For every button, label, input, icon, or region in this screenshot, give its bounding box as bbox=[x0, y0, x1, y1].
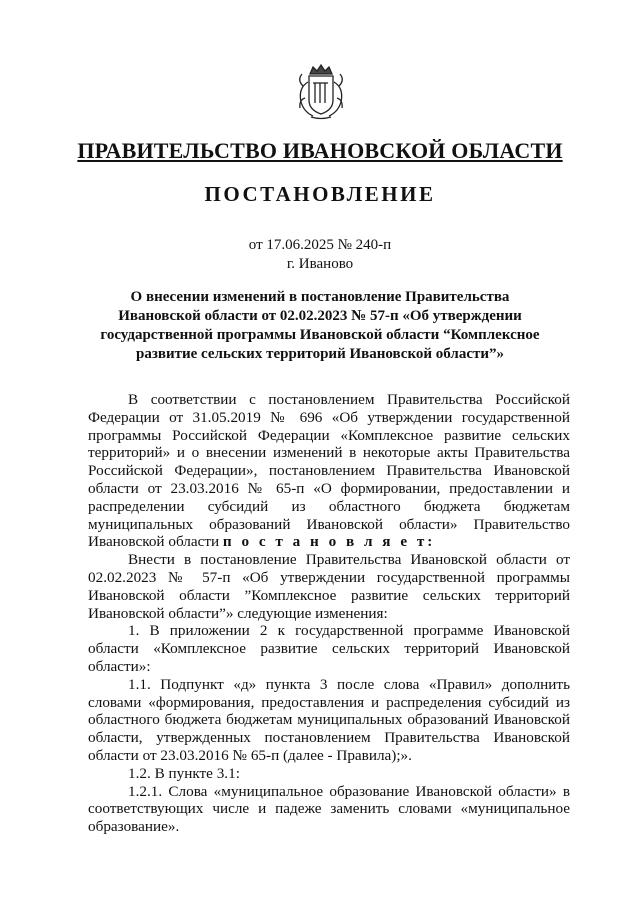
city: г. Иваново bbox=[286, 256, 354, 272]
document-heading: О внесении изменений в постановление Правительства Ивановской области от 02.02.2023 № 57-п «Об утверждении государственной программы Ивановской области “Комплексное развитие сельских территорий Ивановской области”» bbox=[100, 289, 540, 362]
paragraph-5: 1.2.1. Слова «муниципальное образование Ивановской области» в соответствующих числе и падеже заменить словами «муниципальное образование». bbox=[88, 782, 570, 836]
preamble-paragraph bbox=[88, 391, 570, 551]
decree-word: п о с т а н о в л я е т: bbox=[222, 533, 436, 551]
coat-of-arms-icon bbox=[293, 58, 349, 122]
paragraph-3: 1.1. Подпункт «д» пункта 3 после слова «Правил» дополнить словами «формирования, предоставления и распределения субсидий из областного бюджета бюджетам муниципальных образований Ивановской области, утвержденных постановлением Правительства Ивановской области от 23.03.2016 № 65-п (далее - Правила);». bbox=[88, 675, 570, 764]
preamble-text: В соответствии с постановлением Правительства Российской Федерации от 31.05.2019 № 696 «Об утверждении государственной программы Российской Федерации «Комплексное развитие сельских территорий» и о внесении изменений в некоторые акты Правительства Российской Федерации», постановлением Правительства Ивановской области от 23.03.2016 № 65-п «О формировании, предоставлении и распределении субсидий из областного бюджета бюджетам муниципальных образований Ивановской области» Правительство Ивановской области bbox=[88, 391, 570, 551]
government-title: ПРАВИТЕЛЬСТВО ИВАНОВСКОЙ ОБЛАСТИ bbox=[77, 138, 563, 163]
document-body bbox=[88, 391, 570, 836]
paragraph-1: Внести в постановление Правительства Ивановской области от 02.02.2023 № 57-п «Об утверждении государственной программы Ивановской области ”Комплексное развитие сельских территорий Ивановской области”» следующие изменения: bbox=[88, 551, 570, 622]
document-type: ПОСТАНОВЛЕНИЕ bbox=[204, 182, 436, 206]
document-meta bbox=[0, 236, 640, 274]
date-number: от 17.06.2025 № 240-п bbox=[248, 237, 392, 253]
paragraph-4: 1.2. В пункте 3.1: bbox=[128, 764, 240, 782]
paragraph-2: 1. В приложении 2 к государственной программе Ивановской области «Комплексное развитие сельских территорий Ивановской области»: bbox=[88, 622, 570, 675]
